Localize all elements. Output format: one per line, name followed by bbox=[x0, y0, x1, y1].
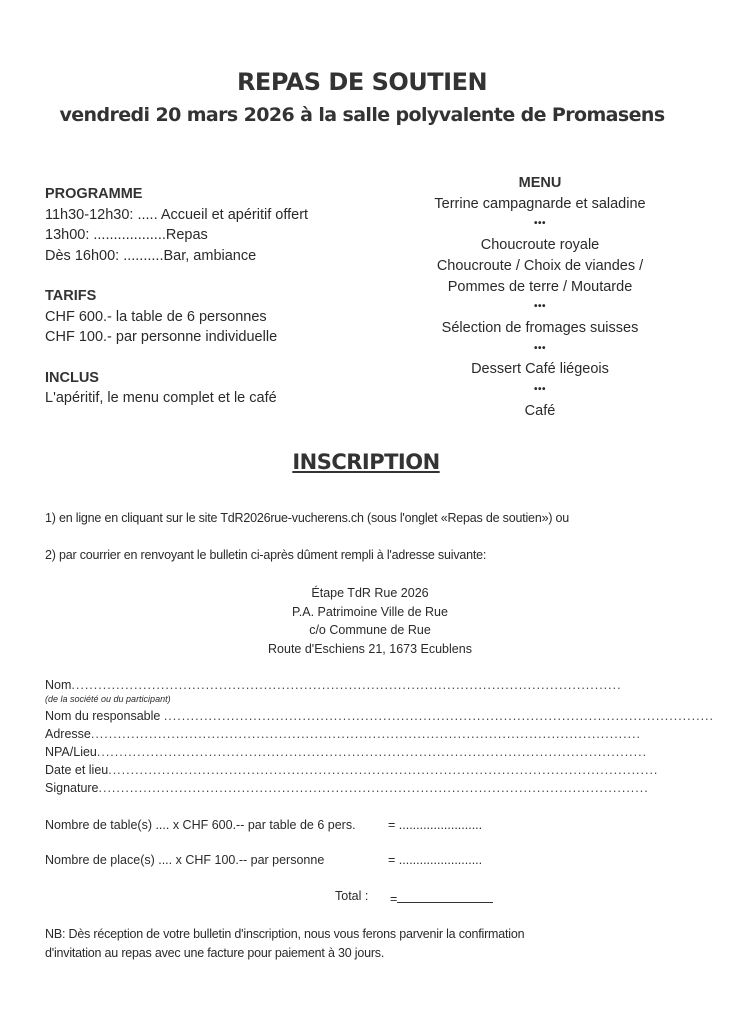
address-line: c/o Commune de Rue bbox=[309, 623, 431, 637]
date-fill-line[interactable]: ........................................................................................................................... bbox=[108, 763, 659, 777]
nom-hint: (de la société ou du participant) bbox=[45, 694, 171, 704]
adresse-field[interactable] bbox=[45, 725, 642, 743]
event-date-location: vendredi 20 mars 2026 à la salle polyvalente de Promasens bbox=[59, 104, 665, 126]
npa-fill-line[interactable]: ........................................................................................................................... bbox=[96, 745, 648, 759]
programme-item: Dès 16h00: ..........Bar, ambiance bbox=[45, 247, 257, 264]
nom-field[interactable] bbox=[45, 676, 622, 694]
menu-course: Sélection de fromages suisses bbox=[441, 319, 639, 336]
address-line: Étape TdR Rue 2026 bbox=[311, 586, 429, 600]
tables-calculation bbox=[45, 818, 483, 832]
tarifs-heading: TARIFS bbox=[45, 288, 97, 304]
places-result-blank[interactable]: = ........................ bbox=[388, 853, 483, 867]
menu-column bbox=[400, 173, 680, 421]
menu-separator: ••• bbox=[533, 342, 546, 354]
menu-course: Dessert Café liégeois bbox=[471, 361, 609, 378]
inscription-option-mail: 2) par courrier en renvoyant le bulletin ci-après dûment rempli à l'adresse suivante: bbox=[45, 548, 487, 562]
nom-label: Nom bbox=[45, 678, 72, 692]
signature-field[interactable] bbox=[45, 779, 649, 797]
menu-heading: MENU bbox=[518, 175, 562, 191]
menu-separator: ••• bbox=[533, 384, 546, 396]
tarifs-section bbox=[45, 286, 385, 348]
menu-course-detail: Choucroute / Choix de viandes / bbox=[436, 257, 644, 274]
menu-separator: ••• bbox=[533, 218, 546, 230]
address-line: P.A. Patrimoine Ville de Rue bbox=[292, 604, 448, 619]
menu-course: Terrine campagnarde et saladine bbox=[434, 195, 646, 212]
tarif-item: CHF 100.- par personne individuelle bbox=[45, 329, 278, 345]
programme-item: 13h00: ..................Repas bbox=[45, 227, 208, 243]
date-field[interactable] bbox=[45, 761, 659, 779]
tables-result-blank[interactable]: = ........................ bbox=[388, 818, 483, 832]
places-line: Nombre de place(s) .... x CHF 100.-- par personne bbox=[45, 853, 325, 867]
page-title: REPAS DE SOUTIEN bbox=[236, 68, 488, 96]
info-column bbox=[45, 184, 385, 429]
programme-section bbox=[45, 184, 385, 266]
programme-heading: PROGRAMME bbox=[45, 186, 143, 202]
tarif-item: CHF 600.- la table de 6 personnes bbox=[45, 308, 267, 325]
inscription-heading: INSCRIPTION bbox=[292, 450, 440, 474]
total-equals: = bbox=[390, 892, 398, 906]
total-blank-line[interactable] bbox=[397, 889, 493, 903]
note-line: NB: Dès réception de votre bulletin d'inscription, nous vous ferons parvenir la confirmation bbox=[45, 927, 525, 941]
menu-course-detail: Pommes de terre / Moutarde bbox=[447, 278, 633, 295]
registration-form bbox=[45, 676, 714, 797]
nom-fill-line[interactable]: ........................................................................................................................... bbox=[71, 678, 622, 692]
mailing-address bbox=[0, 584, 740, 658]
adresse-label: Adresse bbox=[45, 727, 91, 741]
menu-course: Café bbox=[524, 402, 556, 419]
address-line: Route d'Eschiens 21, 1673 Ecublens bbox=[268, 641, 472, 656]
programme-item: 11h30-12h30: ..... Accueil et apéritif offert bbox=[45, 206, 309, 223]
responsable-field[interactable] bbox=[45, 707, 714, 725]
date-label: Date et lieu bbox=[45, 763, 109, 777]
total-label: Total : bbox=[335, 889, 369, 903]
npa-label: NPA/Lieu bbox=[45, 745, 97, 759]
adresse-fill-line[interactable]: ........................................................................................................................... bbox=[90, 727, 642, 741]
inclus-text: L'apéritif, le menu complet et le café bbox=[45, 390, 277, 406]
note-line: d'invitation au repas avec une facture pour paiement à 30 jours. bbox=[45, 945, 385, 960]
npa-field[interactable] bbox=[45, 743, 648, 761]
responsable-fill-line[interactable]: ........................................................................................................................... bbox=[163, 709, 714, 723]
places-calculation bbox=[45, 853, 483, 867]
menu-separator: ••• bbox=[533, 301, 546, 313]
menu-course: Choucroute royale bbox=[480, 237, 600, 254]
signature-fill-line[interactable]: ........................................................................................................................... bbox=[98, 781, 649, 795]
total-field[interactable] bbox=[390, 889, 493, 906]
responsable-label: Nom du responsable bbox=[45, 709, 164, 723]
signature-label: Signature bbox=[45, 781, 99, 795]
tables-line: Nombre de table(s) .... x CHF 600.-- par table de 6 pers. bbox=[45, 818, 356, 832]
inclus-section bbox=[45, 368, 385, 409]
inscription-option-online: 1) en ligne en cliquant sur le site TdR2026rue-vucherens.ch (sous l'onglet «Repas de soutien») ou bbox=[45, 511, 570, 525]
note bbox=[45, 925, 645, 962]
inclus-heading: INCLUS bbox=[45, 369, 99, 386]
